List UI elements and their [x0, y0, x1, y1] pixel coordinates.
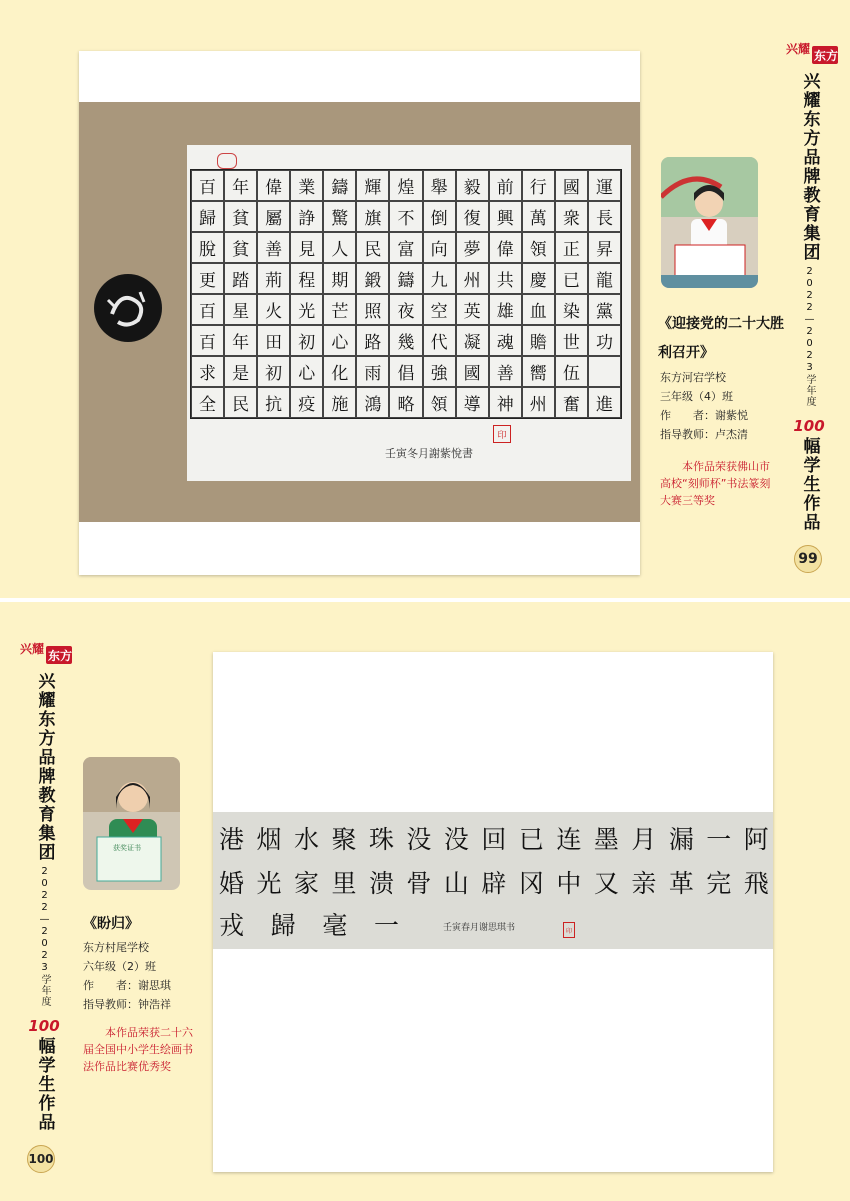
grid-cell: 前 [489, 170, 522, 201]
grid-cell: 國 [555, 170, 588, 201]
grid-cell: 龍 [588, 263, 621, 294]
logo [786, 40, 838, 66]
brand-works: 幅学生作品 [799, 437, 820, 532]
class-name: 三年级（4）班 [660, 390, 733, 403]
calligraphy-char: 回 [481, 825, 507, 854]
grid-cell: 舉 [423, 170, 456, 201]
grid-cell: 夜 [389, 294, 422, 325]
svg-text:东方: 东方 [48, 649, 72, 663]
calligraphy-char: 革 [668, 869, 694, 898]
calligraphy-char: 毫 [322, 911, 348, 940]
grid-cell: 強 [423, 356, 456, 387]
grid-cell: 興 [489, 201, 522, 232]
grid-cell: 倒 [423, 201, 456, 232]
teacher-name: 指导教师：卢杰清 [660, 428, 748, 441]
brand-name: 兴耀东方品牌教育集团 [34, 672, 55, 862]
grid-cell: 伍 [555, 356, 588, 387]
calligraphy-char: 戎 [219, 911, 245, 940]
grid-cell: 領 [522, 232, 555, 263]
grid-cell: 已 [555, 263, 588, 294]
grid-cell: 星 [224, 294, 257, 325]
grid-cell: 善 [257, 232, 290, 263]
grid-cell: 染 [555, 294, 588, 325]
grid-cell: 英 [456, 294, 489, 325]
grid-cell: 屬 [257, 201, 290, 232]
grid-cell: 火 [257, 294, 290, 325]
artwork-frame-top [79, 51, 640, 575]
grid-cell: 脫 [191, 232, 224, 263]
grid-cell: 初 [290, 325, 323, 356]
grid-cell: 鍛 [356, 263, 389, 294]
calligraphy-char: 没 [406, 825, 432, 854]
grid-cell: 運 [588, 170, 621, 201]
grid-cell: 年 [224, 170, 257, 201]
grid-cell: 光 [290, 294, 323, 325]
grid-cell: 不 [389, 201, 422, 232]
svg-text:兴耀: 兴耀 [20, 642, 45, 656]
calligraphy-char: 骨 [406, 869, 432, 898]
calligraphy-char: 烟 [256, 825, 282, 854]
calligraphy-char: 没 [443, 825, 469, 854]
grid-cell: 疫 [290, 387, 323, 418]
name-seal: 印 [493, 425, 511, 443]
calligraphy-char: 光 [256, 869, 282, 898]
grid-cell: 富 [389, 232, 422, 263]
grid-cell: 旗 [356, 201, 389, 232]
grid-cell: 百 [191, 170, 224, 201]
grid-cell: 慶 [522, 263, 555, 294]
brand-works: 幅学生作品 [34, 1037, 55, 1132]
artwork-info [660, 368, 748, 444]
calligraphy-char: 一 [706, 825, 732, 854]
grid-cell: 芒 [323, 294, 356, 325]
calligraphy-row-3 [219, 906, 399, 942]
calligraphy-char: 辟 [481, 869, 507, 898]
grid-cell: 施 [323, 387, 356, 418]
grid-cell: 化 [323, 356, 356, 387]
grid-cell: 是 [224, 356, 257, 387]
grid-cell: 輝 [356, 170, 389, 201]
grid-cell: 抗 [257, 387, 290, 418]
brand-years: 2022—2023学年度 [39, 866, 50, 1007]
student-photo-top [661, 157, 758, 288]
calligraphy-char: 里 [331, 869, 357, 898]
grid-cell: 程 [290, 263, 323, 294]
calligraphy-char: 连 [556, 825, 582, 854]
calligraphy-sheet [187, 145, 631, 481]
brand-count: 100 [793, 417, 825, 435]
certificate-label: 获奖证书 [113, 844, 141, 852]
artwork-title: 《迎接党的二十大胜利召开》 [658, 316, 784, 361]
grid-cell: 人 [323, 232, 356, 263]
grid-cell: 嚮 [522, 356, 555, 387]
brand-column-bottom [30, 672, 58, 1132]
award-text: 本作品荣获二十六届全国中小学生绘画书法作品比赛优秀奖 [83, 1026, 193, 1073]
school-name: 东方村尾学校 [83, 941, 149, 954]
grid-cell: 更 [191, 263, 224, 294]
signature-text: 壬寅春月谢思琪书 [443, 923, 516, 933]
grid-cell: 歸 [191, 201, 224, 232]
student-photo-bottom [83, 757, 180, 890]
grid-cell: 空 [423, 294, 456, 325]
grid-cell: 煌 [389, 170, 422, 201]
grid-cell: 荊 [257, 263, 290, 294]
grid-cell: 求 [191, 356, 224, 387]
grid-cell: 贍 [522, 325, 555, 356]
author-name: 作 者：谢紫悦 [660, 409, 748, 422]
calligraphy-char: 阿 [743, 825, 769, 854]
grid-cell: 州 [456, 263, 489, 294]
grid-cell: 向 [423, 232, 456, 263]
author-name: 作 者：谢思琪 [83, 979, 171, 992]
brand-column-top [795, 72, 823, 532]
svg-text:兴耀: 兴耀 [786, 42, 811, 56]
calligraphy-char: 珠 [368, 825, 394, 854]
calligraphy-char: 溃 [368, 869, 394, 898]
grid-cell: 長 [588, 201, 621, 232]
calligraphy-char: 聚 [331, 825, 357, 854]
grid-cell: 偉 [257, 170, 290, 201]
calligraphy-char: 港 [219, 825, 245, 854]
grid-cell: 領 [423, 387, 456, 418]
calligraphy-char: 又 [593, 869, 619, 898]
grid-cell: 毅 [456, 170, 489, 201]
logo [20, 640, 72, 666]
grid-cell: 倡 [389, 356, 422, 387]
page-99 [0, 0, 850, 598]
name-seal: 印 [563, 922, 575, 938]
grid-cell: 正 [555, 232, 588, 263]
grid-cell: 國 [456, 356, 489, 387]
grid-cell: 諍 [290, 201, 323, 232]
grid-cell: 雄 [489, 294, 522, 325]
grid-cell: 神 [489, 387, 522, 418]
svg-text:东方: 东方 [814, 49, 838, 63]
calligraphy-char: 婚 [219, 869, 245, 898]
grid-cell: 貧 [224, 201, 257, 232]
artwork-info [83, 938, 171, 1014]
calligraphy-char: 歸 [270, 911, 296, 940]
grid-cell: 驚 [323, 201, 356, 232]
grid-cell: 萬 [522, 201, 555, 232]
artwork-title: 《盼归》 [83, 916, 139, 932]
calligraphy-char: 中 [556, 869, 582, 898]
artwork-frame-bottom [213, 652, 773, 1172]
grid-cell: 昇 [588, 232, 621, 263]
brand-count: 100 [28, 1017, 60, 1035]
grid-cell: 導 [456, 387, 489, 418]
page-number: 100 [27, 1145, 55, 1173]
grid-cell: 照 [356, 294, 389, 325]
calligraphy-char: 月 [631, 825, 657, 854]
calligraphy-char: 墨 [593, 825, 619, 854]
calligraphy-row-2 [219, 864, 769, 900]
grid-cell [588, 356, 621, 387]
grid-cell: 期 [323, 263, 356, 294]
grid-cell: 百 [191, 325, 224, 356]
page-number: 99 [794, 545, 822, 573]
calligraphy-grid [190, 169, 622, 419]
grid-cell: 業 [290, 170, 323, 201]
calligraphy-char: 山 [443, 869, 469, 898]
calligraphy-char: 完 [706, 869, 732, 898]
grid-cell: 鑄 [323, 170, 356, 201]
calligraphy-char: 家 [293, 869, 319, 898]
class-name: 六年级（2）班 [83, 960, 156, 973]
grid-cell: 復 [456, 201, 489, 232]
grid-cell: 年 [224, 325, 257, 356]
grid-cell: 初 [257, 356, 290, 387]
round-seal-image [94, 274, 162, 342]
calligraphy-char: 一 [373, 911, 399, 940]
grid-cell: 略 [389, 387, 422, 418]
signature-text: 壬寅冬月謝紫悅書 [385, 447, 473, 460]
award-text: 本作品荣获佛山市高校“刻师杯”书法篆刻大赛三等奖 [660, 460, 771, 507]
grid-cell: 行 [522, 170, 555, 201]
grid-cell: 全 [191, 387, 224, 418]
calligraphy-photo [213, 812, 773, 949]
grid-cell: 夢 [456, 232, 489, 263]
grid-cell: 鑄 [389, 263, 422, 294]
calligraphy-char: 水 [293, 825, 319, 854]
calligraphy-row-1 [219, 820, 769, 856]
grid-cell: 踏 [224, 263, 257, 294]
grid-cell: 黨 [588, 294, 621, 325]
brand-name: 兴耀东方品牌教育集团 [799, 72, 820, 262]
grid-cell: 民 [224, 387, 257, 418]
grid-cell: 路 [356, 325, 389, 356]
grid-cell: 百 [191, 294, 224, 325]
grid-cell: 心 [323, 325, 356, 356]
calligraphy-char: 已 [518, 825, 544, 854]
grid-cell: 幾 [389, 325, 422, 356]
grid-cell: 功 [588, 325, 621, 356]
calligraphy-photo [79, 102, 640, 522]
grid-cell: 雨 [356, 356, 389, 387]
brand-years: 2022—2023学年度 [804, 266, 815, 407]
grid-cell: 偉 [489, 232, 522, 263]
grid-cell: 民 [356, 232, 389, 263]
teacher-name: 指导教师：钟浩祥 [83, 998, 171, 1011]
top-corner-seal [217, 153, 237, 169]
grid-cell: 血 [522, 294, 555, 325]
grid-cell: 代 [423, 325, 456, 356]
calligraphy-char: 漏 [668, 825, 694, 854]
grid-cell: 善 [489, 356, 522, 387]
calligraphy-char: 亲 [631, 869, 657, 898]
calligraphy-char: 冈 [518, 869, 544, 898]
school-name: 东方河宕学校 [660, 371, 726, 384]
grid-cell: 魂 [489, 325, 522, 356]
grid-cell: 共 [489, 263, 522, 294]
grid-cell: 九 [423, 263, 456, 294]
grid-cell: 奮 [555, 387, 588, 418]
calligraphy-char: 飛 [743, 869, 769, 898]
grid-cell: 進 [588, 387, 621, 418]
grid-cell: 見 [290, 232, 323, 263]
grid-cell: 州 [522, 387, 555, 418]
grid-cell: 鴻 [356, 387, 389, 418]
grid-cell: 世 [555, 325, 588, 356]
grid-cell: 田 [257, 325, 290, 356]
grid-cell: 衆 [555, 201, 588, 232]
grid-cell: 貧 [224, 232, 257, 263]
grid-cell: 凝 [456, 325, 489, 356]
grid-cell: 心 [290, 356, 323, 387]
page-100 [0, 602, 850, 1201]
